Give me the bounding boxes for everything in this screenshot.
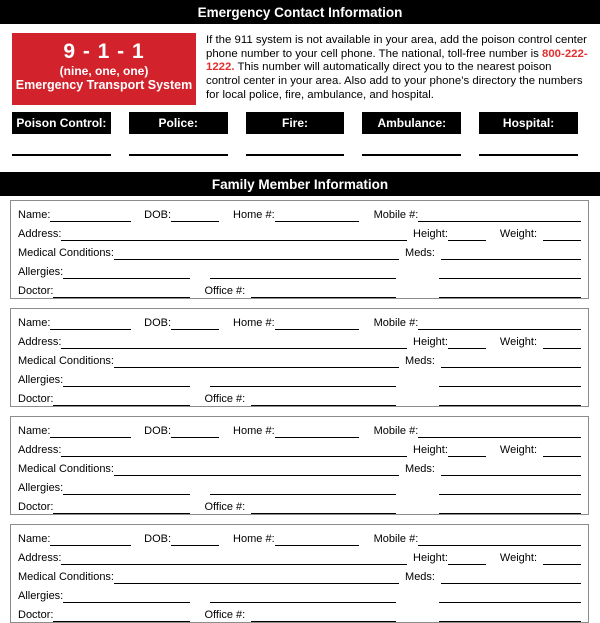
office-phone-label: Office #: bbox=[204, 393, 246, 405]
doctor-fill-line bbox=[53, 502, 190, 514]
height-fill-line bbox=[448, 229, 486, 241]
address-label: Address: bbox=[18, 444, 62, 456]
meds-fill-line-2 bbox=[439, 591, 581, 603]
member-row-name bbox=[18, 203, 581, 222]
meds-fill-line bbox=[441, 248, 581, 260]
member-row-medical bbox=[18, 565, 581, 584]
doctor-label: Doctor: bbox=[18, 609, 54, 621]
family-section-title: Family Member Information bbox=[211, 177, 389, 192]
address-label: Address: bbox=[18, 552, 62, 564]
member-row-doctor bbox=[18, 603, 581, 622]
member-row-medical bbox=[18, 349, 581, 368]
height-label: Height: bbox=[413, 336, 448, 348]
mobile-phone-label: Mobile #: bbox=[373, 533, 419, 545]
allergies-fill-line-2 bbox=[210, 267, 396, 279]
height-label: Height: bbox=[413, 228, 448, 240]
office-phone-label: Office #: bbox=[204, 609, 246, 621]
meds-label: Meds: bbox=[405, 355, 435, 367]
home-phone-fill-line bbox=[275, 210, 359, 222]
home-phone-label: Home #: bbox=[233, 533, 275, 545]
dob-label: DOB: bbox=[144, 209, 172, 221]
contact-label-police: Police: bbox=[129, 112, 228, 134]
member-row-medical bbox=[18, 241, 581, 260]
allergies-fill-line bbox=[63, 483, 190, 495]
poison-control-instructions bbox=[206, 33, 588, 105]
instructions-text-after: This number will automatically direct you to the nearest poison control center in your area. Also add to your phone’s directory the numbers for local police, fire, ambulance, and hospital. bbox=[206, 61, 583, 101]
emergency-contact-blanks-row bbox=[0, 144, 600, 156]
name-label: Name: bbox=[18, 209, 51, 221]
emergency-contact-labels-row bbox=[0, 112, 600, 134]
contact-label-fire: Fire: bbox=[246, 112, 345, 134]
meds-fill-line-2 bbox=[439, 483, 581, 495]
meds-label: Meds: bbox=[405, 571, 435, 583]
mobile-phone-fill-line bbox=[418, 318, 581, 330]
home-phone-label: Home #: bbox=[233, 317, 275, 329]
allergies-label: Allergies: bbox=[18, 482, 64, 494]
nine-one-one-number: 9 - 1 - 1 bbox=[63, 40, 145, 63]
meds-fill-line bbox=[441, 464, 581, 476]
height-fill-line bbox=[448, 337, 486, 349]
nine-one-one-card bbox=[12, 33, 196, 105]
member-row-allergies bbox=[18, 584, 581, 603]
allergies-fill-line bbox=[63, 591, 190, 603]
emergency-contact-header-bar bbox=[0, 0, 600, 24]
meds-fill-line bbox=[441, 356, 581, 368]
meds-fill-line-3 bbox=[439, 394, 581, 406]
contact-label-poisoncontrol: Poison Control: bbox=[12, 112, 111, 134]
height-label: Height: bbox=[413, 552, 448, 564]
meds-fill-line-3 bbox=[439, 502, 581, 514]
contact-fill-line bbox=[12, 144, 111, 156]
member-row-allergies bbox=[18, 476, 581, 495]
meds-fill-line-2 bbox=[439, 267, 581, 279]
weight-label: Weight: bbox=[499, 444, 537, 456]
allergies-label: Allergies: bbox=[18, 266, 64, 278]
family-member-block bbox=[10, 308, 589, 407]
nine-one-one-subtitle: (nine, one, one) bbox=[59, 64, 149, 78]
allergies-fill-line bbox=[63, 267, 190, 279]
member-row-allergies bbox=[18, 368, 581, 387]
contact-fill-line bbox=[129, 144, 228, 156]
poison-control-phone-number: 800-222-1222. bbox=[206, 47, 588, 74]
dob-label: DOB: bbox=[144, 425, 172, 437]
medical-conditions-label: Medical Conditions: bbox=[18, 247, 114, 259]
name-fill-line bbox=[50, 210, 131, 222]
family-member-header-bar bbox=[0, 172, 600, 196]
mobile-phone-fill-line bbox=[418, 426, 581, 438]
medical-conditions-fill-line bbox=[114, 464, 399, 476]
mobile-phone-label: Mobile #: bbox=[373, 425, 419, 437]
page-title: Emergency Contact Information bbox=[197, 5, 403, 20]
family-member-blocks bbox=[0, 200, 600, 623]
name-fill-line bbox=[50, 426, 131, 438]
meds-fill-line-3 bbox=[439, 286, 581, 298]
doctor-label: Doctor: bbox=[18, 285, 54, 297]
home-phone-fill-line bbox=[275, 318, 359, 330]
member-row-name bbox=[18, 311, 581, 330]
name-fill-line bbox=[50, 534, 131, 546]
member-row-doctor bbox=[18, 495, 581, 514]
member-row-doctor bbox=[18, 387, 581, 406]
name-label: Name: bbox=[18, 317, 51, 329]
office-phone-fill-line bbox=[251, 394, 396, 406]
member-row-name bbox=[18, 527, 581, 546]
address-fill-line bbox=[61, 553, 407, 565]
doctor-fill-line bbox=[53, 610, 190, 622]
member-row-medical bbox=[18, 457, 581, 476]
name-label: Name: bbox=[18, 425, 51, 437]
mobile-phone-label: Mobile #: bbox=[373, 209, 419, 221]
member-row-address bbox=[18, 330, 581, 349]
contact-fill-line bbox=[479, 144, 578, 156]
address-fill-line bbox=[61, 229, 407, 241]
dob-fill-line bbox=[171, 318, 219, 330]
member-row-address bbox=[18, 438, 581, 457]
dob-fill-line bbox=[171, 210, 219, 222]
office-phone-fill-line bbox=[251, 610, 396, 622]
contact-fill-line bbox=[362, 144, 461, 156]
medical-conditions-label: Medical Conditions: bbox=[18, 571, 114, 583]
medical-conditions-fill-line bbox=[114, 356, 399, 368]
medical-conditions-fill-line bbox=[114, 572, 399, 584]
medical-conditions-fill-line bbox=[114, 248, 399, 260]
doctor-fill-line bbox=[53, 286, 190, 298]
member-row-name bbox=[18, 419, 581, 438]
meds-fill-line bbox=[441, 572, 581, 584]
family-member-block bbox=[10, 416, 589, 515]
meds-label: Meds: bbox=[405, 247, 435, 259]
doctor-fill-line bbox=[53, 394, 190, 406]
contact-label-ambulance: Ambulance: bbox=[362, 112, 461, 134]
name-fill-line bbox=[50, 318, 131, 330]
home-phone-label: Home #: bbox=[233, 425, 275, 437]
medical-conditions-label: Medical Conditions: bbox=[18, 463, 114, 475]
name-label: Name: bbox=[18, 533, 51, 545]
allergies-fill-line-2 bbox=[210, 483, 396, 495]
office-phone-fill-line bbox=[251, 502, 396, 514]
contact-label-hospital: Hospital: bbox=[479, 112, 578, 134]
dob-label: DOB: bbox=[144, 533, 172, 545]
weight-fill-line bbox=[543, 337, 581, 349]
doctor-label: Doctor: bbox=[18, 501, 54, 513]
home-phone-fill-line bbox=[275, 534, 359, 546]
home-phone-label: Home #: bbox=[233, 209, 275, 221]
weight-fill-line bbox=[543, 553, 581, 565]
doctor-label: Doctor: bbox=[18, 393, 54, 405]
mobile-phone-fill-line bbox=[418, 210, 581, 222]
office-phone-label: Office #: bbox=[204, 285, 246, 297]
allergies-fill-line-2 bbox=[210, 375, 396, 387]
address-fill-line bbox=[61, 337, 407, 349]
weight-fill-line bbox=[543, 445, 581, 457]
dob-label: DOB: bbox=[144, 317, 172, 329]
weight-label: Weight: bbox=[499, 552, 537, 564]
emergency-info-section bbox=[12, 33, 588, 105]
member-row-address bbox=[18, 222, 581, 241]
contact-fill-line bbox=[246, 144, 345, 156]
dob-fill-line bbox=[171, 534, 219, 546]
medical-conditions-label: Medical Conditions: bbox=[18, 355, 114, 367]
emergency-transport-label: Emergency Transport System bbox=[15, 78, 193, 92]
allergies-label: Allergies: bbox=[18, 590, 64, 602]
height-fill-line bbox=[448, 553, 486, 565]
height-label: Height: bbox=[413, 444, 448, 456]
allergies-fill-line-2 bbox=[210, 591, 396, 603]
weight-label: Weight: bbox=[499, 228, 537, 240]
weight-label: Weight: bbox=[499, 336, 537, 348]
home-phone-fill-line bbox=[275, 426, 359, 438]
height-fill-line bbox=[448, 445, 486, 457]
meds-fill-line-3 bbox=[439, 610, 581, 622]
member-row-allergies bbox=[18, 260, 581, 279]
address-fill-line bbox=[61, 445, 407, 457]
mobile-phone-label: Mobile #: bbox=[373, 317, 419, 329]
meds-label: Meds: bbox=[405, 463, 435, 475]
allergies-label: Allergies: bbox=[18, 374, 64, 386]
member-row-doctor bbox=[18, 279, 581, 298]
family-member-block bbox=[10, 524, 589, 623]
mobile-phone-fill-line bbox=[418, 534, 581, 546]
dob-fill-line bbox=[171, 426, 219, 438]
meds-fill-line-2 bbox=[439, 375, 581, 387]
member-row-address bbox=[18, 546, 581, 565]
office-phone-fill-line bbox=[251, 286, 396, 298]
instructions-text-before: If the 911 system is not available in your area, add the poison control center phone number to your cell phone. The national, toll-free number is bbox=[206, 34, 587, 60]
allergies-fill-line bbox=[63, 375, 190, 387]
family-member-block bbox=[10, 200, 589, 299]
address-label: Address: bbox=[18, 336, 62, 348]
weight-fill-line bbox=[543, 229, 581, 241]
address-label: Address: bbox=[18, 228, 62, 240]
office-phone-label: Office #: bbox=[204, 501, 246, 513]
